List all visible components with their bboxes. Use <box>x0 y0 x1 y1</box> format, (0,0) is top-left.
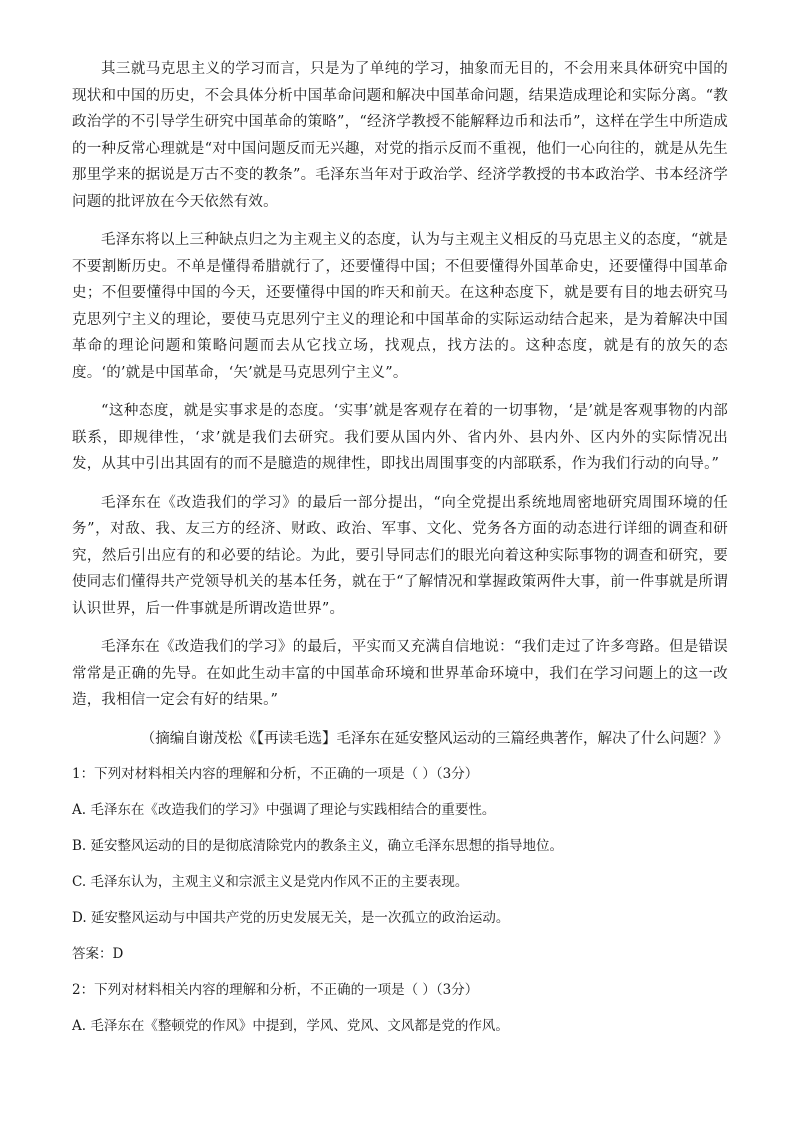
paragraph-3: “这种态度，就是实事求是的态度。‘实事’就是客观存在着的一切事物，‘是’就是客观事物的内部联系，即规律性，‘求’就是我们去研究。我们要从国内外、省内外、县内外、区内外的实际情况出发，从其中引出其固有的而不是臆造的规律性，即找出周围事变的内部联系，作为我们行动的向导。” <box>72 403 728 472</box>
question-2-stem: 2：下列对材料相关内容的理解和分析，不正确的一项是（ ）（3分） <box>72 981 479 998</box>
question-2-option-a: A. 毛泽东在《整顿党的作风》中提到，学风、党风、文风都是党的作风。 <box>72 1017 509 1034</box>
paragraph-1: 其三就马克思主义的学习而言，只是为了单纯的学习，抽象而无目的，不会用来具体研究中国的现状和中国的历史，不会具体分析中国革命问题和解决中国革命问题，结果造成理论和实际分离。“教政治学的不引导学生研究中国革命的策略”，“经济学教授不能解释边币和法币”，这样在学生中所造成的一种反常心理就是“对中国问题反而无兴趣，对党的指示反而不重视，他们一心向往的，就是从先生那里学来的据说是万古不变的教条”。毛泽东当年对于政治学、经济学教授的书本政治学、书本经济学问题的批评放在今天依然有效。 <box>72 61 728 210</box>
paragraph-4: 毛泽东在《改造我们的学习》的最后一部分提出，“向全党提出系统地周密地研究周围环境的任务”，对敌、我、友三方的经济、财政、政治、军事、文化、党务各方面的动态进行详细的调查和研究，然后引出应有的和必要的结论。为此，要引导同志们的眼光向着这种实际事物的调查和研究，要使同志们懂得共产党领导机关的基本任务，就在于“了解情况和掌握政策两件大事，前一件事就是所谓认识世界，后一件事就是所谓改造世界”。 <box>72 494 728 617</box>
paragraph-2: 毛泽东将以上三种缺点归之为主观主义的态度，认为与主观主义相反的马克思主义的态度，“就是不要割断历史。不单是懂得希腊就行了，还要懂得中国；不但要懂得外国革命史，还要懂得中国革命史；不但要懂得中国的今天，还要懂得中国的昨天和前天。在这种态度下，就是要有目的地去研究马克思列宁主义的理论，要使马克思列宁主义的理论和中国革命的实际运动结合起来，是为着解决中国革命的理论问题和策略问题而去从它找立场，找观点，找方法的。这种态度，就是有的放矢的态度。‘的’就是中国革命，‘矢’就是马克思列宁主义”。 <box>72 232 728 381</box>
question-1-option-a: A. 毛泽东在《改造我们的学习》中强调了理论与实践相结合的重要性。 <box>72 801 496 818</box>
source-citation: （摘编自谢茂松《【再读毛选】毛泽东在延安整风运动的三篇经典著作，解决了什么问题？》 <box>140 730 728 747</box>
document-page <box>72 56 728 1050</box>
question-1-option-c: C. 毛泽东认为，主观主义和宗派主义是党内作风不正的主要表现。 <box>72 873 469 890</box>
question-1-stem: 1：下列对材料相关内容的理解和分析，不正确的一项是（ ）（3分） <box>72 765 479 782</box>
question-1-option-b: B. 延安整风运动的目的是彻底清除党内的教条主义，确立毛泽东思想的指导地位。 <box>72 837 564 854</box>
question-1-answer: 答案：D <box>72 945 124 962</box>
question-1-option-d: D. 延安整风运动与中国共产党的历史发展无关，是一次孤立的政治运动。 <box>72 909 510 926</box>
paragraph-5: 毛泽东在《改造我们的学习》的最后，平实而又充满自信地说：“我们走过了许多弯路。但是错误常常是正确的先导。在如此生动丰富的中国革命环境和世界革命环境中，我们在学习问题上的这一改造，我相信一定会有好的结果。” <box>72 639 728 708</box>
